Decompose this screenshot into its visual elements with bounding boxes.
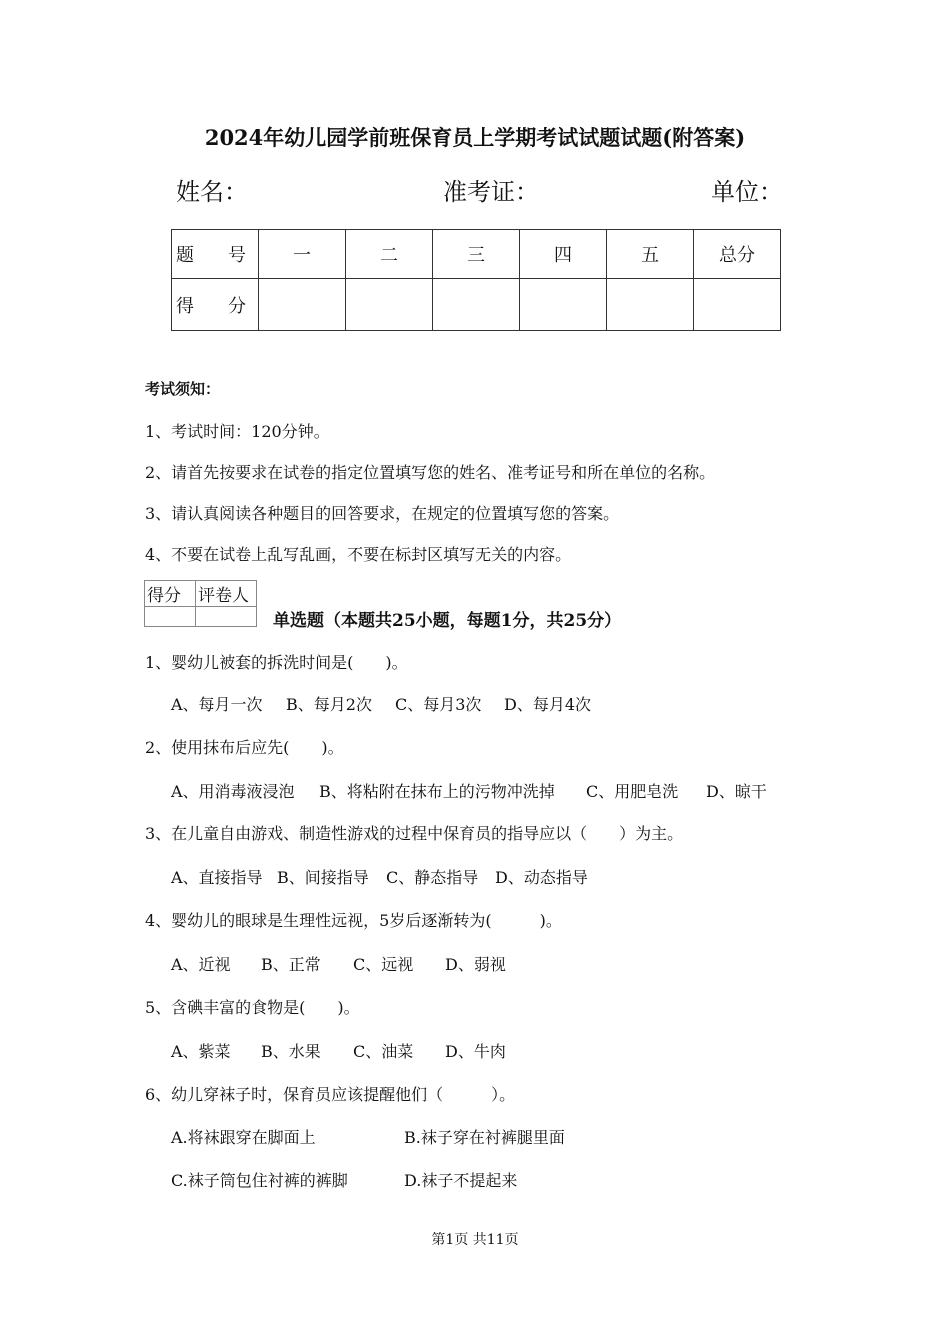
question-text: 3、在儿童自由游戏、制造性游戏的过程中保育员的指导应以（ ）为主。 [145,824,684,843]
option[interactable]: C、远视 [353,955,414,974]
question-text: 2、使用抹布后应先( )。 [145,738,344,757]
question-text: 6、幼儿穿袜子时，保育员应该提醒他们（ ）。 [145,1085,516,1104]
option[interactable]: C.袜子筒包住衬裤的裤脚 [171,1171,348,1190]
notice-item: 3、请认真阅读各种题目的回答要求，在规定的位置填写您的答案。 [145,504,620,523]
score-table-cell: 得 分 [172,279,259,331]
notice-item: 4、不要在试卷上乱写乱画，不要在标封区填写无关的内容。 [145,545,572,564]
option[interactable]: C、用肥皂洗 [586,782,679,801]
option[interactable]: A、近视 [171,955,231,974]
option[interactable]: A、紫菜 [171,1042,231,1061]
option[interactable]: A.将袜跟穿在脚面上 [171,1128,316,1147]
score-blank-cell[interactable] [607,279,694,331]
score-blank-cell[interactable] [520,279,607,331]
question-text: 4、婴幼儿的眼球是生理性远视，5岁后逐渐转为( )。 [145,911,562,930]
option[interactable]: D.袜子不提起来 [404,1171,518,1190]
exam-id-field-label: 准考证： [443,178,539,206]
score-table-cell: 四 [520,230,607,279]
option[interactable]: B、水果 [261,1042,321,1061]
option[interactable]: A、用消毒液浸泡 [171,782,295,801]
option[interactable]: C、油菜 [353,1042,414,1061]
score-table-cell: 总分 [694,230,781,279]
notice-title: 考试须知： [145,380,221,398]
score-table-cell: 一 [259,230,346,279]
score-table [171,229,781,331]
grader-table [144,580,257,627]
question-text: 1、婴幼儿被套的拆洗时间是( )。 [145,653,408,672]
score-blank-cell[interactable] [259,279,346,331]
option[interactable]: A、每月一次 [171,695,263,714]
score-blank-cell[interactable] [433,279,520,331]
section-title: 单选题（本题共25小题，每题1分，共25分） [273,611,622,631]
page-footer: 第1页 共11页 [431,1232,519,1248]
option[interactable]: A、直接指导 [171,868,263,887]
score-table-header-row [172,230,781,279]
option[interactable]: B、将粘附在抹布上的污物冲洗掉 [319,782,555,801]
notice-item: 2、请首先按要求在试卷的指定位置填写您的姓名、准考证号和所在单位的名称。 [145,463,716,482]
notice-item: 1、考试时间：120分钟。 [145,422,330,441]
grader-score-label: 得分 [145,581,196,607]
option[interactable]: B、间接指导 [277,868,369,887]
score-blank-cell[interactable] [694,279,781,331]
grader-score-blank[interactable] [145,607,196,627]
option[interactable]: C、静态指导 [386,868,479,887]
option[interactable]: D、弱视 [445,955,506,974]
option[interactable]: D、牛肉 [445,1042,506,1061]
option[interactable]: B、每月2次 [286,695,372,714]
option[interactable]: D、晾干 [706,782,767,801]
page-title: 2024年幼儿园学前班保育员上学期考试试题试题(附答案) [204,125,746,150]
option[interactable]: D、每月4次 [504,695,592,714]
score-table-cell: 五 [607,230,694,279]
grader-name-blank[interactable] [196,607,257,627]
option[interactable]: D、动态指导 [495,868,588,887]
unit-field-label: 单位： [711,178,783,206]
score-blank-cell[interactable] [346,279,433,331]
option[interactable]: B.袜子穿在衬裤腿里面 [404,1128,565,1147]
score-table-cell: 题 号 [172,230,259,279]
score-table-cell: 三 [433,230,520,279]
name-field-label: 姓名： [176,178,248,206]
question-text: 5、含碘丰富的食物是( )。 [145,998,360,1017]
option[interactable]: B、正常 [261,955,321,974]
score-table-score-row [172,279,781,331]
option[interactable]: C、每月3次 [395,695,482,714]
grader-name-label: 评卷人 [196,581,257,607]
score-table-cell: 二 [346,230,433,279]
